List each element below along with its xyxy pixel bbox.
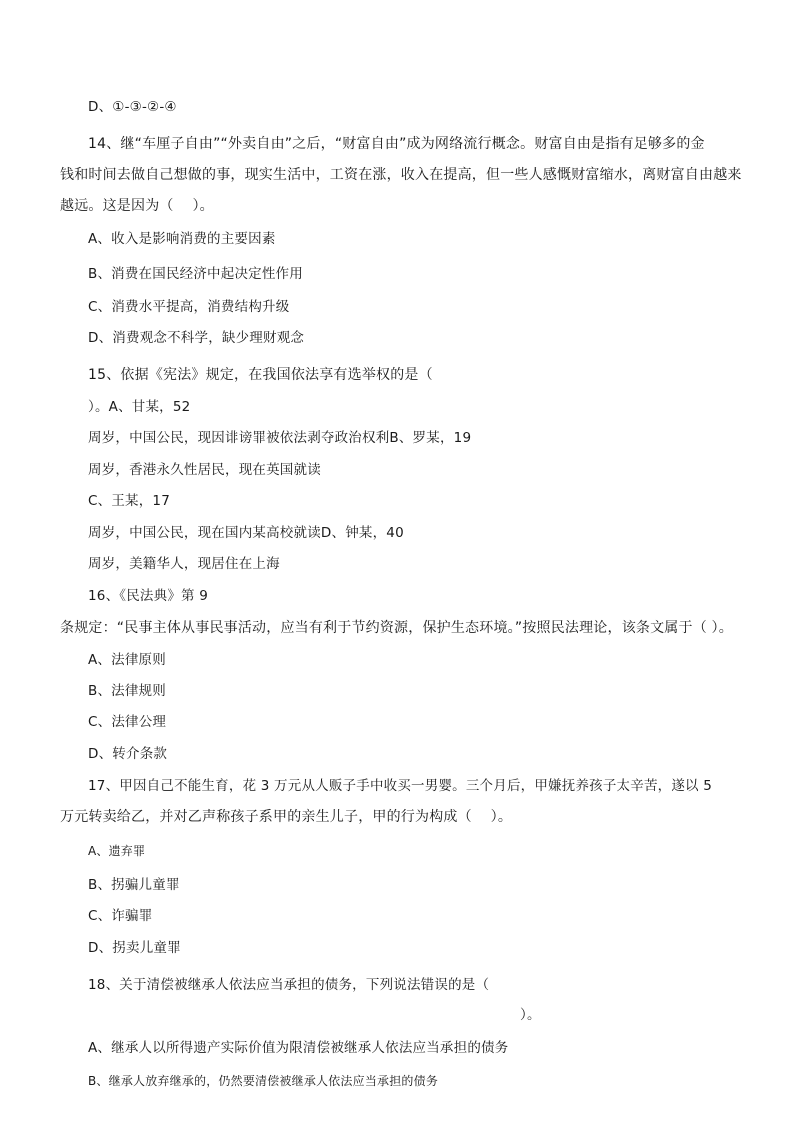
q15-stem-line-1: 15、依据《宪法》规定，在我国依法享有选举权的是（ [88,367,433,383]
q15-option-line-5: 周岁，美籍华人，现居住在上海 [88,556,280,572]
q16-option-a: A、法律原则 [88,652,166,668]
q14-stem-line-1: 14、继“车厘子自由”“外卖自由”之后，“财富自由”成为网络流行概念。财富自由是指有足够多的金 [88,136,705,152]
q15-option-line-1: 周岁，中国公民，现因诽谤罪被依法剥夺政治权利B、罗某，19 [88,430,472,446]
q16-stem-line-1: 16、《民法典》第 9 [88,588,209,604]
q14-stem-line-3: 越远。这是因为（ ）。 [60,198,214,214]
q14-option-a: A、收入是影响消费的主要因素 [88,231,276,247]
q18-option-a: A、继承人以所得遗产实际价值为限清偿被继承人依法应当承担的债务 [88,1040,509,1056]
q15-stem-line-2: ）。A、甘某，52 [88,399,191,415]
q14-stem-line-2: 钱和时间去做自己想做的事，现实生活中，工资在涨，收入在提高，但一些人感慨财富缩水，离财富自由越来 [60,167,742,183]
q17-option-c: C、诈骗罪 [88,908,153,924]
q15-option-line-2: 周岁，香港永久性居民，现在英国就读 [88,462,321,478]
q17-option-d: D、拐卖儿童罪 [88,940,181,956]
q14-option-c: C、消费水平提高，消费结构升级 [88,299,290,315]
q17-stem-line-1: 17、甲因自己不能生育，花 3 万元从人贩子手中收买一男婴。三个月后，甲嫌抚养孩子太辛苦，遂以 5 [88,778,713,794]
q17-option-b: B、拐骗儿童罪 [88,877,180,893]
q18-stem-line-2: ）。 [520,1007,541,1023]
q18-option-b: B、继承人放弃继承的，仍然要清偿被继承人依法应当承担的债务 [88,1074,439,1088]
q13-option-d: D、①-③-②-④ [88,99,177,115]
q17-option-a: A、遗弃罪 [88,844,146,858]
q15-option-line-4: 周岁，中国公民，现在国内某高校就读D、钟某，40 [88,525,404,541]
q18-stem-line-1: 18、关于清偿被继承人依法应当承担的债务，下列说法错误的是（ [88,977,490,993]
q17-stem-line-2: 万元转卖给乙，并对乙声称孩子系甲的亲生儿子，甲的行为构成（ ）。 [60,809,513,825]
q15-option-line-3: C、王某，17 [88,493,171,509]
q16-option-d: D、转介条款 [88,746,168,762]
q16-stem-line-2: 条规定：“民事主体从事民事活动，应当有利于节约资源，保护生态环境。”按照民法理论，该条文属于（ ）。 [60,620,733,636]
q14-option-d: D、消费观念不科学，缺少理财观念 [88,330,305,346]
q14-option-b: B、消费在国民经济中起决定性作用 [88,266,303,282]
q16-option-b: B、法律规则 [88,683,166,699]
q16-option-c: C、法律公理 [88,714,167,730]
